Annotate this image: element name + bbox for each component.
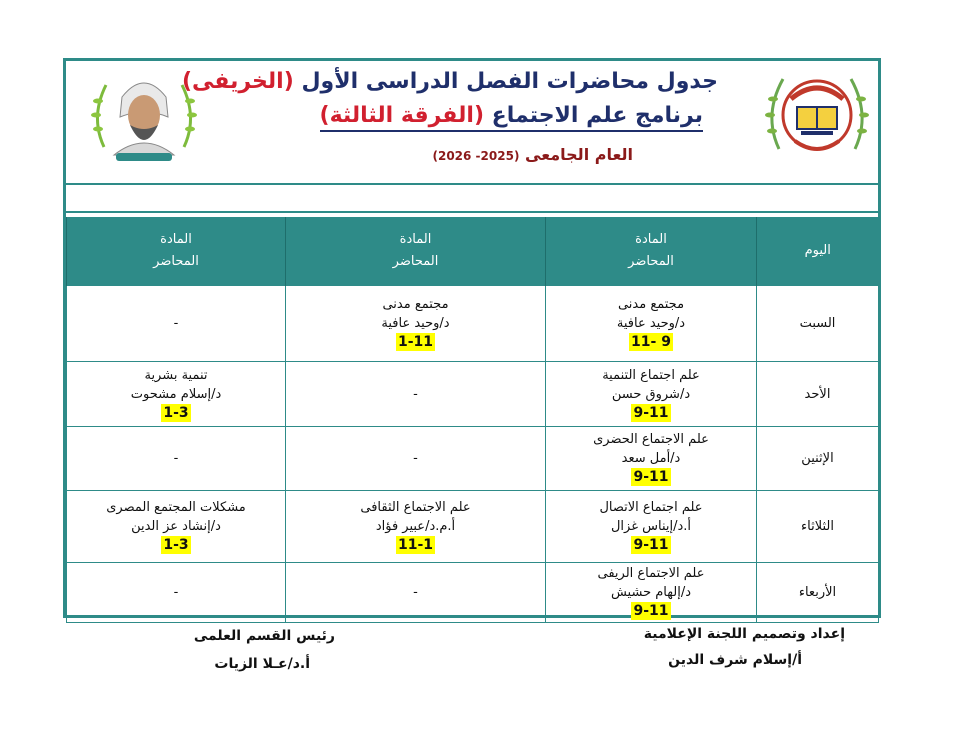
table-row <box>67 563 879 623</box>
lecturer: د/وحيد عافية <box>616 316 686 331</box>
lecturer: د/إلهام حشيش <box>610 585 691 600</box>
lecture-cell <box>286 563 546 623</box>
table-row <box>67 286 879 362</box>
lecturer: أ.م.د/عبير فؤاد <box>375 519 456 534</box>
time-slot: 9-11 <box>633 469 669 485</box>
time-slot: 1-3 <box>163 404 189 421</box>
subject: علم اجتماع التنمية <box>602 367 700 383</box>
header-slot-2: المادة المحاضر <box>286 217 546 286</box>
day-cell: الثلاثاء <box>757 491 879 563</box>
header-day: اليوم <box>757 217 879 286</box>
subject: - <box>173 585 179 600</box>
prepared-by-name: أ/إسلام شرف الدين <box>668 652 802 668</box>
time-slot: 1-3 <box>163 537 189 553</box>
time-slot: 9-11 <box>633 603 669 619</box>
lecture-cell <box>67 286 286 362</box>
lecturer: د/إسلام مشحوت <box>130 386 222 402</box>
faculty-of-arts-logo <box>761 65 873 165</box>
lecture-cell <box>67 491 286 563</box>
schedule-title: جدول محاضرات الفصل الدراسى الأول (الخريفى) <box>181 69 718 94</box>
subject: - <box>173 451 179 466</box>
day-cell: الأحد <box>757 362 879 427</box>
table-row <box>67 491 879 563</box>
time-slot: 9 -11 <box>631 334 671 350</box>
lecture-cell <box>546 563 757 623</box>
lecture-cell <box>286 427 546 491</box>
subject: علم الاجتماع الحضرى <box>593 432 709 447</box>
lecture-cell <box>286 286 546 362</box>
lecture-cell <box>546 427 757 491</box>
lecturer: د/إنشاد عز الدين <box>131 519 221 534</box>
schedule-table <box>66 217 879 623</box>
subject: مجتمع مدنى <box>617 297 685 312</box>
header-slot-1: المادة المحاضر <box>546 217 757 286</box>
subject: تنمية بشرية <box>144 367 208 383</box>
lecturer: د/شروق حسن <box>611 386 691 402</box>
day-cell: الإثنين <box>757 427 879 491</box>
time-slot: 9-11 <box>633 537 669 553</box>
header <box>66 61 878 183</box>
prepared-by-label: إعداد وتصميم اللجنة الإعلامية <box>643 626 845 642</box>
lecture-cell <box>67 362 286 427</box>
lecture-cell <box>67 427 286 491</box>
header-slot-3: المادة المحاضر <box>67 217 286 286</box>
table-header-row <box>67 217 879 286</box>
subject: مجتمع مدنى <box>382 297 449 312</box>
lecturer: د/أمل سعد <box>621 451 681 466</box>
lecture-cell <box>286 362 546 427</box>
day-cell: الأربعاء <box>757 563 879 623</box>
subject: - <box>413 386 418 402</box>
lecture-cell <box>286 491 546 563</box>
subject: - <box>413 451 418 466</box>
subject: علم الاجتماع الثقافى <box>360 500 471 515</box>
lecture-cell <box>546 286 757 362</box>
subject: - <box>413 585 418 600</box>
schedule-frame <box>63 58 881 618</box>
subject: علم اجتماع الاتصال <box>599 500 703 515</box>
table-row <box>67 427 879 491</box>
time-slot: 9-11 <box>633 404 669 421</box>
subject: مشكلات المجتمع المصرى <box>106 500 246 515</box>
blank-row <box>66 183 878 213</box>
lecture-cell <box>67 563 286 623</box>
academic-year: العام الجامعى (2025- 2026) <box>432 145 633 164</box>
department-head-label: رئيس القسم العلمى <box>193 628 335 644</box>
table-row <box>67 362 879 427</box>
program-title: برنامج علم الاجتماع (الفرقة الثالثة) <box>320 103 703 132</box>
lecture-cell <box>546 491 757 563</box>
day-cell: السبت <box>757 286 879 362</box>
time-slot: 1-11 <box>397 334 434 350</box>
lecturer: د/وحيد عافية <box>381 316 450 331</box>
lecturer: أ.د/إيناس غزال <box>610 519 692 534</box>
subject: - <box>173 316 179 331</box>
subject: علم الاجتماع الريفى <box>597 566 705 581</box>
time-slot: 11-1 <box>397 537 434 553</box>
department-head-name: أ.د/عـلا الزيات <box>214 656 310 672</box>
lecture-cell <box>546 362 757 427</box>
